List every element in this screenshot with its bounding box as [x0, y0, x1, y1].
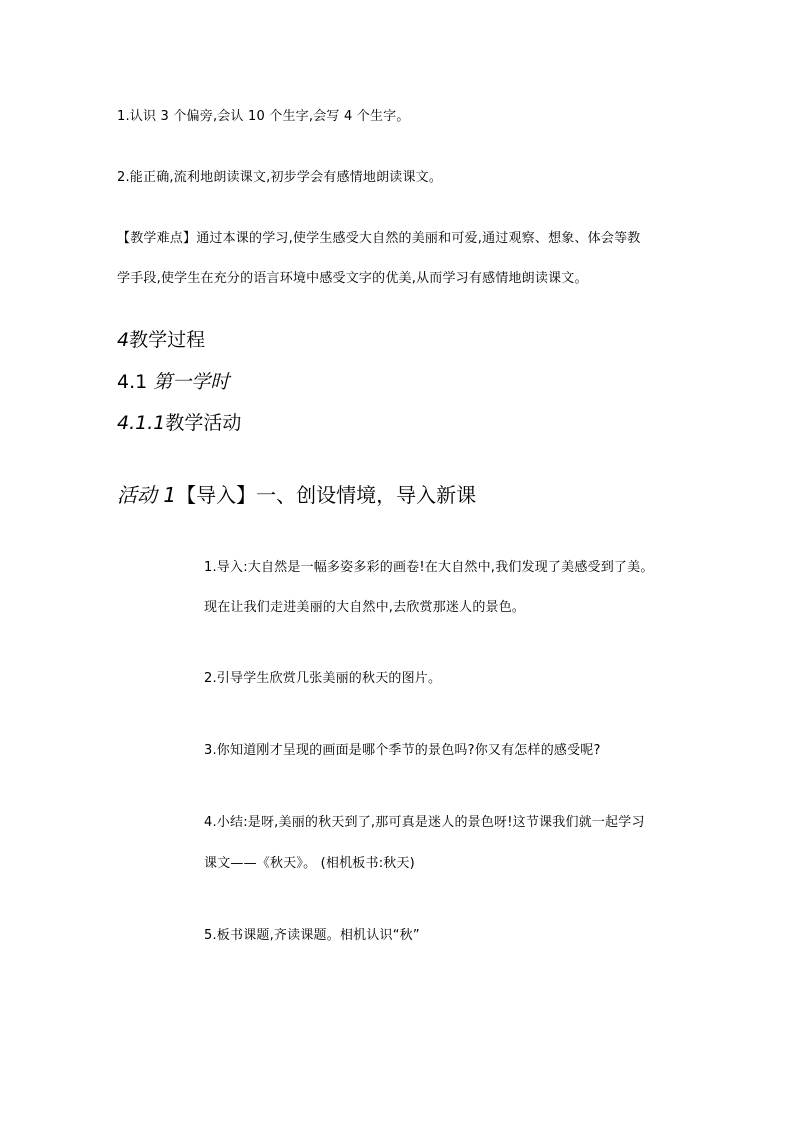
step-4-line-1: 4.小结:是呀,美丽的秋天到了,那可真是迷人的景色呀!这节课我们就一起学习 — [204, 815, 645, 830]
heading-lesson-text: 第一学时 — [153, 371, 230, 393]
heading-process-text: 教学过程 — [129, 329, 206, 351]
activity-1-title: 【导入】一、创设情境，导入新课 — [176, 483, 477, 507]
heading-first-lesson — [117, 371, 229, 393]
heading-activities-text: 教学活动 — [165, 412, 242, 434]
heading-teaching-process — [117, 329, 205, 351]
objective-2: 2.能正确,流利地朗读课文,初步学会有感情地朗读课文。 — [117, 170, 443, 185]
difficulty-line-1 — [117, 231, 640, 247]
difficulty-label: 【教学难点】 — [117, 231, 197, 246]
heading-lesson-number: 4.1 — [117, 371, 154, 393]
heading-activities-number: 4.1.1 — [117, 412, 166, 434]
objective-1: 1.认识 3 个偏旁,会认 10 个生字,会写 4 个生字。 — [117, 109, 410, 124]
step-5: 5.板书课题,齐读课题。相机认识“秋” — [204, 928, 420, 943]
step-1-line-1: 1.导入:大自然是一幅多姿多彩的画卷!在大自然中,我们发现了美感受到了美。 — [204, 560, 654, 575]
step-3: 3.你知道刚才呈现的画面是哪个季节的景色吗?你又有怎样的感受呢? — [204, 743, 601, 758]
step-4-line-2: 课文——《秋天》。 (相机板书:秋天) — [204, 856, 415, 871]
heading-process-number: 4 — [117, 329, 130, 351]
step-2: 2.引导学生欣赏几张美丽的秋天的图片。 — [204, 671, 442, 686]
difficulty-line-2: 学手段,使学生在充分的语言环境中感受文字的优美,从而学习有感情地朗读课文。 — [117, 271, 588, 286]
activity-1-heading — [117, 483, 476, 507]
heading-teaching-activities — [117, 412, 241, 434]
activity-1-prefix: 活动 1 — [117, 483, 177, 507]
step-1-line-2: 现在让我们走进美丽的大自然中,去欣赏那迷人的景色。 — [204, 600, 526, 615]
difficulty-text-1: 通过本课的学习,使学生感受大自然的美丽和可爱,通过观察、想象、体会等教 — [196, 231, 641, 246]
